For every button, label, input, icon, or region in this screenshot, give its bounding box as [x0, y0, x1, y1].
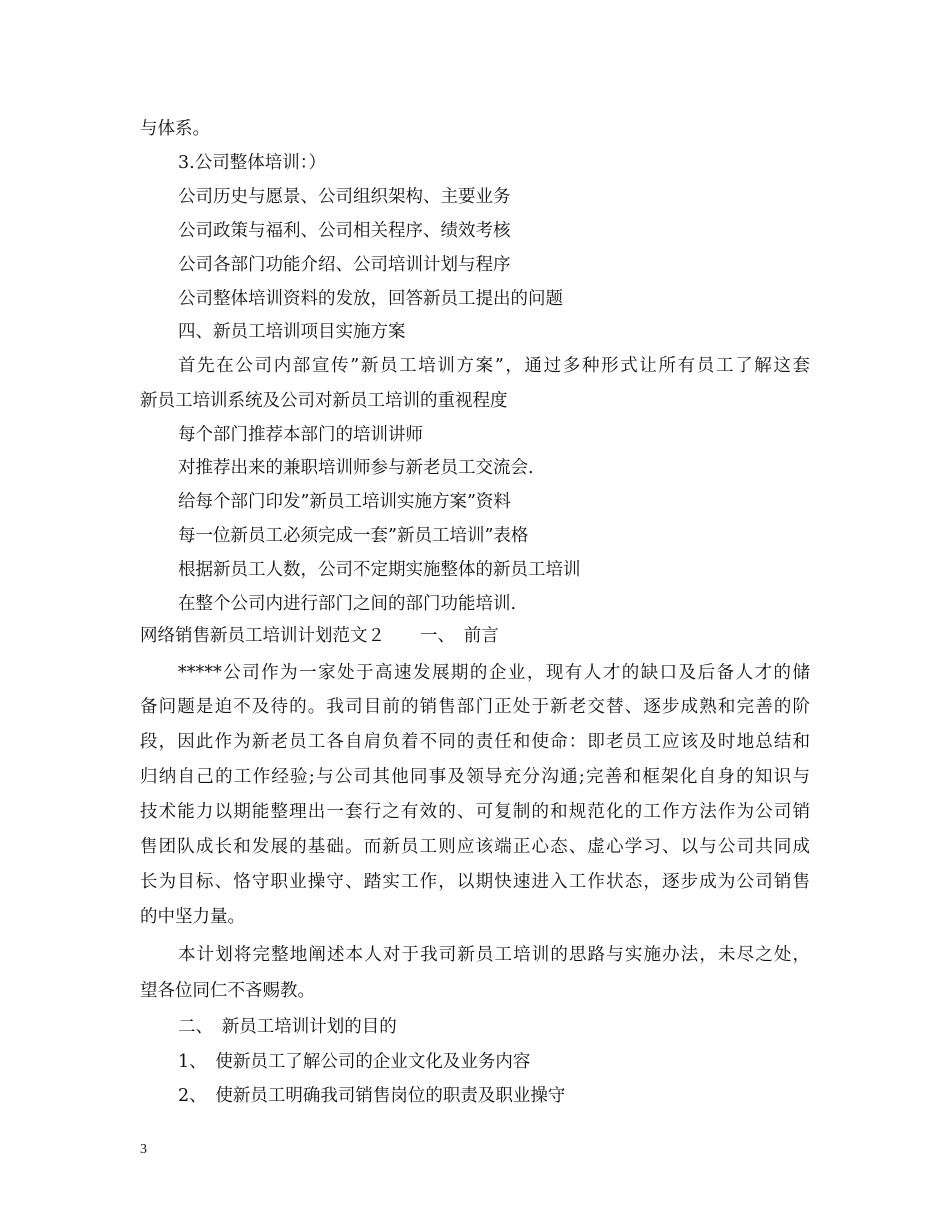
text-line: 的中坚力量。	[140, 907, 245, 927]
text-line: 新员工培训系统及公司对新员工培训的重视程度	[140, 391, 508, 411]
text-line: 公司历史与愿景、公司组织架构、主要业务	[178, 187, 511, 207]
text-line: 备问题是迫不及待的。我司目前的销售部门正处于新老交替、逐步成熟和完善的阶	[140, 697, 810, 717]
text-line: 在整个公司内进行部门之间的部门功能培训.	[178, 594, 517, 614]
text-line: 根据新员工人数，公司不定期实施整体的新员工培训	[178, 560, 581, 580]
text-line: 与体系。	[140, 119, 210, 139]
text-line: 公司各部门功能介绍、公司培训计划与程序	[178, 255, 511, 275]
text-line: 段，因此作为新老员工各自肩负着不同的责任和使命：即老员工应该及时地总结和	[140, 732, 810, 752]
text-line: 对推荐出来的兼职培训师参与新老员工交流会.	[178, 458, 534, 478]
list-item: 1、 使新员工了解公司的企业文化及业务内容	[178, 1052, 531, 1072]
text-line: 首先在公司内部宣传”新员工培训方案”，通过多种形式让所有员工了解这套	[178, 356, 810, 376]
list-item: 2、 使新员工明确我司销售岗位的职责及职业操守	[178, 1086, 566, 1106]
text-line: 售团队成长和发展的基础。而新员工则应该端正心态、虚心学习、以与公司共同成	[140, 837, 810, 857]
page-number: 3	[140, 1142, 147, 1157]
text-line: *****公司作为一家处于高速发展期的企业，现有人才的缺口及后备人才的储	[178, 663, 810, 683]
text-line: 本计划将完整地阐述本人对于我司新员工培训的思路与实施办法，未尽之处，	[178, 945, 810, 965]
text-line: 公司政策与福利、公司相关程序、绩效考核	[178, 221, 511, 241]
text-line: 归纳自己的工作经验;与公司其他同事及领导充分沟通;完善和框架化自身的知识与	[140, 767, 810, 787]
section-heading: 二、 新员工培训计划的目的	[178, 1017, 397, 1037]
text-line: 公司整体培训资料的发放，回答新员工提出的问题	[178, 289, 563, 309]
text-line: 望各位同仁不吝赐教。	[140, 981, 315, 1001]
text-line: 给每个部门印发”新员工培训实施方案”资料	[178, 492, 511, 512]
text-line: 长为目标、恪守职业操守、踏实工作，以期快速进入工作状态，逐步成为公司销售	[140, 872, 810, 892]
text-line: 每个部门推荐本部门的培训讲师	[178, 425, 423, 445]
text-line: 技术能力以期能整理出一套行之有效的、可复制的和规范化的工作方法作为公司销	[140, 802, 810, 822]
article-title: 网络销售新员工培训计划范文２ 一、 前言	[140, 626, 499, 646]
section-heading: 四、新员工培训项目实施方案	[178, 322, 406, 342]
text-line: 每一位新员工必须完成一套”新员工培训”表格	[178, 526, 529, 546]
text-line: 3.公司整体培训：）	[178, 153, 326, 173]
